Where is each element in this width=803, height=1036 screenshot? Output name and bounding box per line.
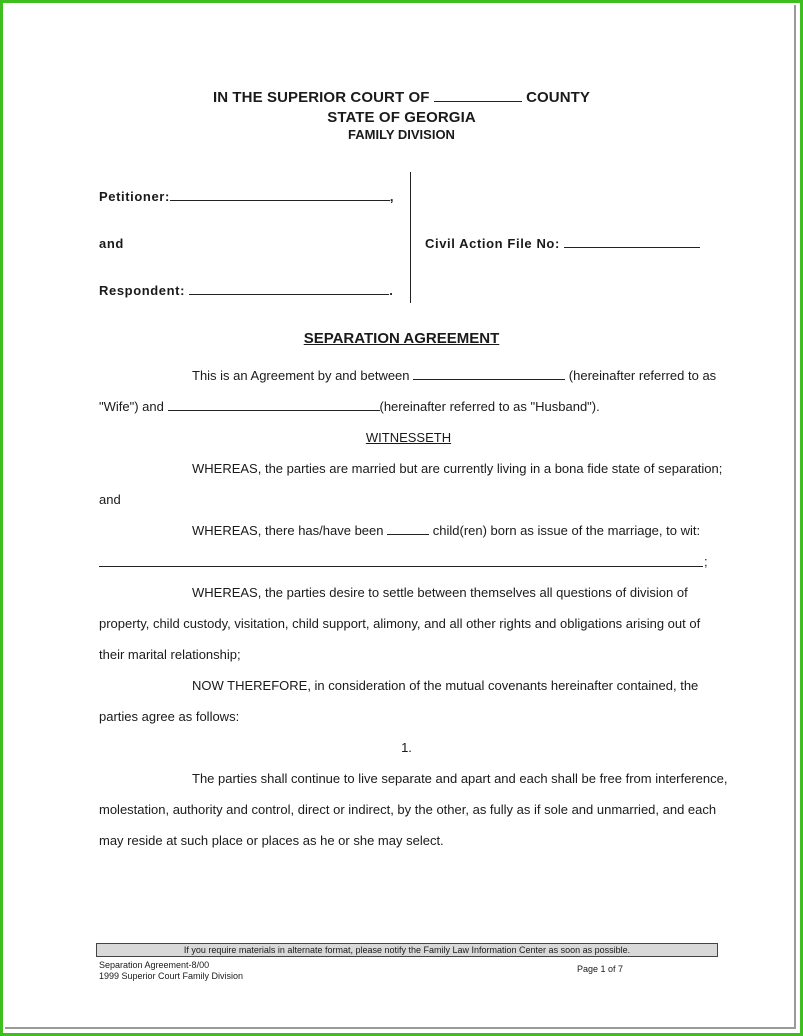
now-therefore-line-1: NOW THEREFORE, in consideration of the mutual covenants hereinafter contained, the xyxy=(192,678,699,693)
caption-divider xyxy=(410,172,411,303)
whereas-3-line-1: WHEREAS, the parties desire to settle between themselves all questions of division of xyxy=(192,585,688,600)
intro-text-a: This is an Agreement by and between xyxy=(192,368,410,383)
section-1-line-2: molestation, authority and control, direct or indirect, by the other, as fully as if sole and unmarried, and each xyxy=(99,802,717,817)
respondent-label: Respondent: xyxy=(99,283,186,298)
intro-line-1 xyxy=(192,368,716,383)
division-heading: FAMILY DIVISION xyxy=(348,127,455,142)
respondent-period: . xyxy=(389,283,394,298)
county-blank xyxy=(434,90,522,102)
page-border xyxy=(5,5,796,1029)
court-heading xyxy=(0,89,803,106)
form-id: Separation Agreement-8/00 xyxy=(99,960,210,970)
petitioner-label: Petitioner: xyxy=(99,189,170,204)
intro-text-c: "Wife") and xyxy=(99,399,164,414)
children-names-blank xyxy=(99,566,703,567)
petitioner-line xyxy=(99,189,394,204)
whereas-1: WHEREAS, the parties are married but are currently living in a bona fide state of separation; xyxy=(192,461,723,476)
court-heading-prefix: IN THE SUPERIOR COURT OF xyxy=(212,89,430,106)
section-1-line-3: may reside at such place or places as he or she may select. xyxy=(99,833,444,848)
civil-action-line xyxy=(425,236,700,251)
respondent-blank xyxy=(189,283,389,295)
whereas-3-line-2: property, child custody, visitation, child support, alimony, and all other rights and obligations arising out of xyxy=(99,616,701,631)
whereas-3-line-3: their marital relationship; xyxy=(99,647,241,662)
state-heading: STATE OF GEORGIA xyxy=(327,109,476,126)
petitioner-blank xyxy=(170,189,390,201)
petitioner-comma: , xyxy=(389,189,395,204)
copyright-line: 1999 Superior Court Family Division xyxy=(99,971,244,981)
respondent-line xyxy=(99,283,393,298)
intro-line-2 xyxy=(99,399,600,414)
children-count-blank xyxy=(387,523,429,535)
civil-action-label: Civil Action File No: xyxy=(425,236,560,251)
and-label: and xyxy=(99,236,124,251)
now-therefore-line-2: parties agree as follows: xyxy=(99,709,240,724)
civil-action-blank xyxy=(564,236,700,248)
and-connector: and xyxy=(99,492,121,507)
wife-name-blank xyxy=(413,368,565,380)
intro-text-b: (hereinafter referred to as xyxy=(568,368,717,383)
whereas-2 xyxy=(192,523,700,538)
section-1-line-1: The parties shall continue to live separate and apart and each shall be free from interference, xyxy=(192,771,728,786)
children-line-semicolon: ; xyxy=(704,554,708,569)
witnesseth-heading: WITNESSETH xyxy=(365,430,452,445)
whereas-2-text-b: child(ren) born as issue of the marriage, to wit: xyxy=(432,523,701,538)
page-number: Page 1 of 7 xyxy=(577,964,624,974)
section-number: 1. xyxy=(401,740,412,755)
court-heading-suffix: COUNTY xyxy=(526,89,591,106)
agreement-title: SEPARATION AGREEMENT xyxy=(303,330,500,347)
whereas-2-text-a: WHEREAS, there has/have been xyxy=(192,523,384,538)
accessibility-notice: If you require materials in alternate format, please notify the Family Law Information Center as soon as possible. xyxy=(96,943,718,957)
husband-name-blank xyxy=(168,399,380,411)
intro-text-d: (hereinafter referred to as "Husband"). xyxy=(379,399,600,414)
